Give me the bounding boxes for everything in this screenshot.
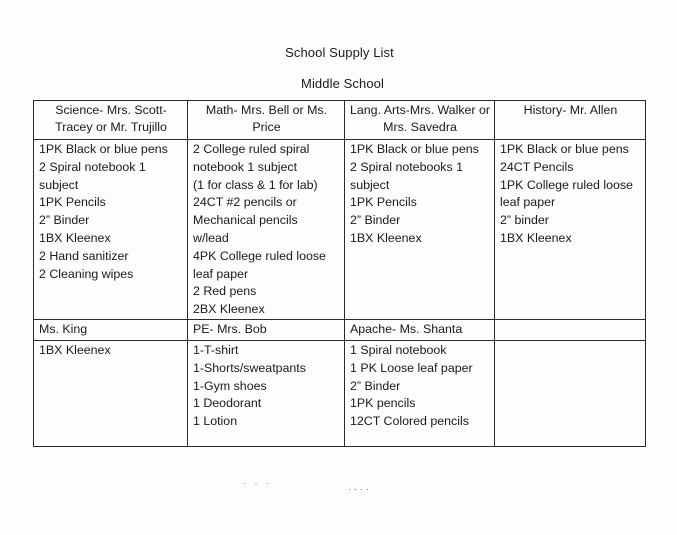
list-item: Mechanical pencils xyxy=(193,213,298,228)
list-item: notebook 1 subject xyxy=(193,159,298,174)
list-item: 2” Binder xyxy=(350,213,401,228)
scan-speck: · · · xyxy=(243,478,272,488)
list-item: leaf paper xyxy=(500,195,556,210)
list-item: 2 Hand sanitizer xyxy=(39,248,129,263)
list-apache xyxy=(345,340,495,446)
document-title: School Supply List xyxy=(285,45,394,60)
list-item: 1 Deodorant xyxy=(193,396,262,411)
list-ms-king xyxy=(34,340,188,446)
header-empty xyxy=(495,319,646,340)
list-item: 2 Spiral notebook 1 xyxy=(39,159,146,174)
list-pe xyxy=(188,340,345,446)
list-item: 2” Binder xyxy=(39,213,90,228)
table-row xyxy=(34,140,646,320)
list-item: w/lead xyxy=(193,230,229,245)
list-item: 24CT Pencils xyxy=(500,159,574,174)
table-row xyxy=(34,340,646,446)
supply-table xyxy=(33,100,646,447)
list-item: (1 for class & 1 for lab) xyxy=(193,177,318,192)
list-item: 2 Cleaning wipes xyxy=(39,266,134,281)
header-language-arts: Lang. Arts-Mrs. Walker or Mrs. Savedra xyxy=(345,101,495,140)
list-item: 1 PK Loose leaf paper xyxy=(350,360,473,375)
header-math: Math- Mrs. Bell or Ms. Price xyxy=(188,101,345,140)
list-item: 1 Spiral notebook xyxy=(350,342,447,357)
list-item: 2” Binder xyxy=(350,378,401,393)
list-item: 2” binder xyxy=(500,213,549,228)
list-item: 2 College ruled spiral xyxy=(193,142,310,156)
list-science xyxy=(34,140,188,320)
list-item: 2 Red pens xyxy=(193,284,257,299)
list-item: 24CT #2 pencils or xyxy=(193,195,297,210)
list-item: 1BX Kleenex xyxy=(350,230,422,245)
header-ms-king: Ms. King xyxy=(34,319,188,340)
header-pe: PE- Mrs. Bob xyxy=(188,319,345,340)
list-item: subject xyxy=(39,177,79,192)
list-item: 1-Gym shoes xyxy=(193,378,267,393)
list-item: 1PK Pencils xyxy=(350,195,417,210)
list-item: 4PK College ruled loose xyxy=(193,248,326,263)
list-item: 1-Shorts/sweatpants xyxy=(193,360,306,375)
header-science: Science- Mrs. Scott-Tracey or Mr. Trujillo xyxy=(34,101,188,140)
list-item: 2BX Kleenex xyxy=(193,302,265,317)
list-item: 1PK Black or blue pens xyxy=(500,142,629,156)
list-language-arts xyxy=(345,140,495,320)
list-item: 1BX Kleenex xyxy=(500,230,572,245)
header-history: History- Mr. Allen xyxy=(495,101,646,140)
table-header-row xyxy=(34,101,646,140)
document-subtitle: Middle School xyxy=(301,76,384,91)
list-item: 2 Spiral notebooks 1 xyxy=(350,159,463,174)
list-item: 12CT Colored pencils xyxy=(350,414,469,429)
table-header-row xyxy=(34,319,646,340)
list-item: 1 Lotion xyxy=(193,414,238,429)
list-math xyxy=(188,140,345,320)
list-item: leaf paper xyxy=(193,266,249,281)
list-item: 1-T-shirt xyxy=(193,342,239,357)
list-item: subject xyxy=(350,177,390,192)
header-apache: Apache- Ms. Shanta xyxy=(345,319,495,340)
list-item: 1PK pencils xyxy=(350,396,416,411)
list-history xyxy=(495,140,646,320)
list-item: 1BX Kleenex xyxy=(39,230,111,245)
list-item: 1PK Pencils xyxy=(39,195,106,210)
list-item: 1PK Black or blue pens xyxy=(350,142,479,156)
scan-speck: ·-·· xyxy=(348,484,372,494)
list-item: 1BX Kleenex xyxy=(39,342,111,357)
list-empty xyxy=(495,340,646,446)
list-item: 1PK College ruled loose xyxy=(500,177,633,192)
list-item: 1PK Black or blue pens xyxy=(39,142,168,156)
